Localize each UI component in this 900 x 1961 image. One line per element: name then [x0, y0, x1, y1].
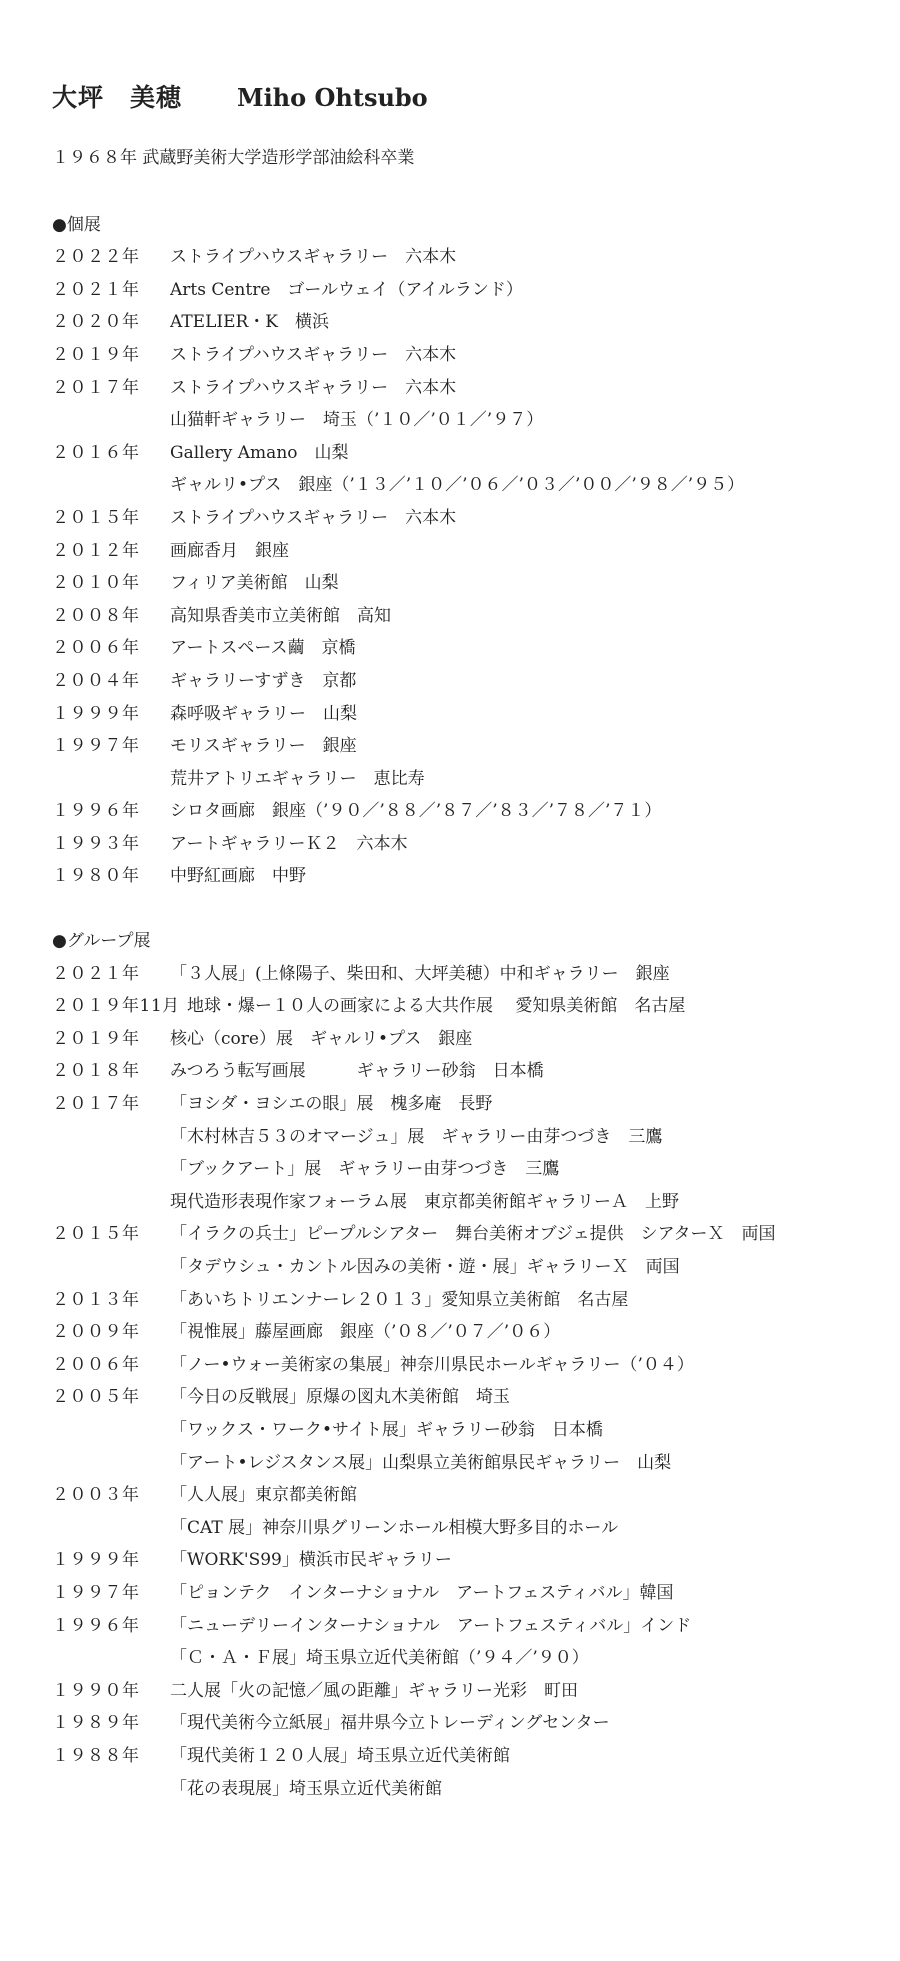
exhibition-entry [52, 1088, 882, 1121]
exhibition-entry [52, 535, 882, 568]
exhibition-description: シロタ画廊 銀座（’９０／’８８／’８７／’８３／’７８／’７１） [170, 801, 662, 822]
exhibition-entry [52, 372, 882, 405]
exhibition-description: 「３人展」(上條陽子、柴田和、大坪美穂）中和ギャラリー 銀座 [170, 963, 670, 984]
exhibition-year: １９８８年 [52, 1745, 140, 1766]
exhibition-description: 荒井アトリエギャラリー 恵比寿 [170, 768, 425, 789]
exhibition-description: 「イラクの兵士」ピープルシアター 舞台美術オブジェ提供 シアターＸ 両国 [170, 1224, 776, 1245]
solo-exhibitions-heading: ●個展 [52, 214, 101, 235]
exhibition-entry [52, 404, 882, 437]
exhibition-entry [52, 1381, 882, 1414]
exhibition-year: ２０１７年 [52, 377, 140, 398]
exhibition-entry [52, 600, 882, 633]
exhibition-year: ２００８年 [52, 605, 140, 626]
exhibition-description: 「あいちトリエンナーレ２０１３」愛知県立美術館 名古屋 [170, 1289, 629, 1310]
exhibition-year: ２０１９年 [52, 344, 140, 365]
exhibition-description: 森呼吸ギャラリー 山梨 [170, 703, 357, 724]
education-line: １９６８年 武蔵野美術大学造形学部油絵科卒業 [52, 148, 415, 168]
exhibition-entry [52, 698, 882, 731]
exhibition-description: 「視惟展」藤屋画廊 銀座（’０８／’０７／’０６） [170, 1322, 561, 1343]
exhibition-description: 「タデウシュ・カントル因みの美術・遊・展」ギャラリーＸ 両国 [170, 1257, 680, 1277]
exhibition-year: ２００４年 [52, 670, 140, 691]
exhibition-description: ストライプハウスギャラリー 六本木 [170, 507, 457, 528]
exhibition-description: 「WORK'S99」横浜市民ギャラリー [170, 1550, 452, 1571]
exhibition-description: 「現代美術１２０人展」埼玉県立近代美術館 [170, 1745, 510, 1766]
exhibition-year: ２０１７年 [52, 1094, 140, 1115]
exhibition-description: 「ブックアート」展 ギャラリー由芽つづき 三鷹 [170, 1159, 560, 1180]
exhibition-entry [52, 795, 882, 828]
exhibition-year: ２０２２年 [52, 247, 140, 268]
exhibition-entry [52, 1544, 882, 1577]
exhibition-entry [52, 990, 882, 1023]
exhibition-entry [52, 241, 882, 274]
exhibition-description: 「CAT 展」神奈川県グリーンホール相模大野多目的ホール [170, 1517, 619, 1538]
exhibition-description: 画廊香月 銀座 [170, 540, 289, 561]
exhibition-year: １９９０年 [52, 1680, 140, 1701]
exhibition-year: ２０１５年 [52, 507, 140, 528]
exhibition-description: 「ピョンテク インターナショナル アートフェスティバル」韓国 [170, 1582, 674, 1603]
exhibition-year: ２０１６年 [52, 442, 140, 463]
exhibition-year: ２０２１年 [52, 279, 140, 300]
exhibition-description: 「現代美術今立紙展」福井県今立トレーディングセンター [170, 1713, 610, 1734]
exhibition-year: ２００６年 [52, 638, 140, 659]
exhibition-entry [52, 1251, 882, 1284]
exhibition-description: ストライプハウスギャラリー 六本木 [170, 344, 457, 365]
exhibition-description: 「花の表現展」埼玉県立近代美術館 [170, 1778, 442, 1799]
exhibition-entry [52, 1349, 882, 1382]
exhibition-year: ２０２０年 [52, 312, 140, 333]
exhibition-description: Arts Centre ゴールウェイ（アイルランド） [170, 279, 523, 300]
artist-name [52, 78, 882, 112]
cv-page [52, 78, 882, 1805]
exhibition-year: １９８９年 [52, 1713, 140, 1734]
exhibition-description: 山猫軒ギャラリー 埼玉（’１０／’０１／’９７） [170, 410, 544, 431]
exhibition-year [52, 1642, 170, 1675]
group-exhibitions-heading: ●グループ展 [52, 931, 151, 952]
exhibition-year: ２００３年 [52, 1485, 140, 1506]
exhibition-description: ギャラリーすずき 京都 [170, 670, 357, 691]
exhibition-entry [52, 274, 882, 307]
exhibition-description: 高知県香美市立美術館 高知 [170, 605, 391, 626]
exhibition-entry [52, 828, 882, 861]
exhibition-description: 「人人展」東京都美術館 [170, 1485, 357, 1506]
exhibition-year [52, 1251, 170, 1284]
exhibition-year [52, 1121, 170, 1154]
exhibition-year: １９９９年 [52, 703, 140, 724]
exhibition-year: ２０１９年 [52, 1028, 140, 1049]
exhibition-year: １９９７年 [52, 1582, 140, 1603]
exhibition-entry [52, 1512, 882, 1545]
artist-name-english: Miho Ohtsubo [237, 83, 428, 112]
exhibition-description: 「木村林吉５３のオマージュ」展 ギャラリー由芽つづき 三鷹 [170, 1126, 663, 1147]
exhibition-entry [52, 1479, 882, 1512]
exhibition-description: 現代造形表現作家フォーラム展 東京都美術館ギャラリーＡ 上野 [170, 1191, 679, 1212]
exhibition-entry [52, 1218, 882, 1251]
exhibition-entry [52, 1023, 882, 1056]
exhibition-year: １９９７年 [52, 736, 140, 757]
exhibition-entry [52, 1675, 882, 1708]
exhibition-description: 「ヨシダ・ヨシエの眼」展 槐多庵 長野 [170, 1094, 493, 1115]
exhibition-entry [52, 1577, 882, 1610]
exhibition-entry [52, 339, 882, 372]
exhibition-description: 「今日の反戦展」原爆の図丸木美術館 埼玉 [170, 1387, 510, 1408]
exhibition-description: 「Ｃ・Ａ・Ｆ展」埼玉県立近代美術館（’９４／’９０） [170, 1648, 589, 1669]
exhibition-year [52, 1773, 170, 1806]
exhibition-entry [52, 437, 882, 470]
exhibition-entry [52, 1740, 882, 1773]
exhibition-description: ストライプハウスギャラリー 六本木 [170, 247, 457, 268]
exhibition-year: １９９６年 [52, 1615, 140, 1636]
exhibition-entry [52, 567, 882, 600]
exhibition-year [52, 1186, 170, 1219]
exhibition-description: モリスギャラリー 銀座 [170, 736, 357, 757]
exhibition-entry [52, 1284, 882, 1317]
group-exhibitions-list [52, 958, 882, 1805]
exhibition-year: ２０２１年 [52, 963, 140, 984]
exhibition-year: ２０１３年 [52, 1289, 140, 1310]
exhibition-description: Gallery Amano 山梨 [170, 442, 349, 463]
exhibition-year: ２０１８年 [52, 1061, 140, 1082]
exhibition-entry [52, 1642, 882, 1675]
exhibition-year: ２０１９年11月 [52, 996, 180, 1017]
exhibition-entry [52, 1610, 882, 1643]
exhibition-description: 地球・爆ー１０人の画家による大共作展 愛知県美術館 名古屋 [170, 996, 686, 1017]
exhibition-description: フィリア美術館 山梨 [170, 573, 339, 594]
exhibition-entry [52, 1121, 882, 1154]
exhibition-year [52, 469, 170, 502]
exhibition-entry [52, 1055, 882, 1088]
exhibition-description: 「ワックス・ワーク•サイト展」ギャラリー砂翁 日本橋 [170, 1419, 603, 1440]
exhibition-year: １９９６年 [52, 801, 140, 822]
exhibition-entry [52, 1316, 882, 1349]
exhibition-year: １９９３年 [52, 833, 140, 854]
exhibition-entry [52, 469, 882, 502]
exhibition-entry [52, 763, 882, 796]
exhibition-year [52, 1153, 170, 1186]
exhibition-year [52, 1447, 170, 1480]
exhibition-year: ２０１５年 [52, 1224, 140, 1245]
exhibition-entry [52, 860, 882, 893]
solo-exhibitions-list [52, 241, 882, 893]
exhibition-entry [52, 1773, 882, 1806]
exhibition-entry [52, 958, 882, 991]
exhibition-year: ２０１２年 [52, 540, 140, 561]
exhibition-year: ２０１０年 [52, 573, 140, 594]
exhibition-entry [52, 1186, 882, 1219]
exhibition-description: ギャルリ•プス 銀座（’１３／’１０／’０６／’０３／’００／’９８／’９５） [170, 475, 745, 496]
exhibition-entry [52, 1414, 882, 1447]
exhibition-description: ストライプハウスギャラリー 六本木 [170, 377, 457, 398]
exhibition-entry [52, 502, 882, 535]
exhibition-description: アートスペース繭 京橋 [170, 638, 356, 659]
exhibition-year [52, 1414, 170, 1447]
exhibition-year [52, 404, 170, 437]
exhibition-year: ２００６年 [52, 1354, 140, 1375]
exhibition-entry [52, 1153, 882, 1186]
exhibition-entry [52, 1707, 882, 1740]
exhibition-description: アートギャラリーＫ２ 六本木 [170, 833, 408, 854]
exhibition-description: 「ニューデリーインターナショナル アートフェスティバル」インド [170, 1615, 692, 1636]
artist-name-japanese: 大坪 美穂 [52, 83, 183, 112]
exhibition-entry [52, 306, 882, 339]
exhibition-year: ２００５年 [52, 1387, 140, 1408]
exhibition-description: 二人展「火の記憶／風の距離」ギャラリー光彩 町田 [170, 1680, 578, 1701]
exhibition-year: １９８０年 [52, 866, 140, 887]
exhibition-entry [52, 730, 882, 763]
exhibition-year [52, 763, 170, 796]
exhibition-year: １９９９年 [52, 1550, 140, 1571]
exhibition-description: みつろう転写画展 ギャラリー砂翁 日本橋 [170, 1061, 544, 1082]
exhibition-description: ATELIER・K 横浜 [170, 312, 330, 333]
exhibition-description: 「アート•レジスタンス展」山梨県立美術館県民ギャラリー 山梨 [170, 1452, 672, 1473]
exhibition-entry [52, 1447, 882, 1480]
exhibition-description: 核心（core）展 ギャルリ•プス 銀座 [170, 1028, 473, 1049]
exhibition-description: 中野紅画廊 中野 [170, 866, 306, 887]
exhibition-entry [52, 665, 882, 698]
exhibition-description: 「ノー•ウォー美術家の集展」神奈川県民ホールギャラリー（’０４） [170, 1354, 694, 1375]
exhibition-entry [52, 632, 882, 665]
exhibition-year [52, 1512, 170, 1545]
exhibition-year: ２００９年 [52, 1322, 140, 1343]
